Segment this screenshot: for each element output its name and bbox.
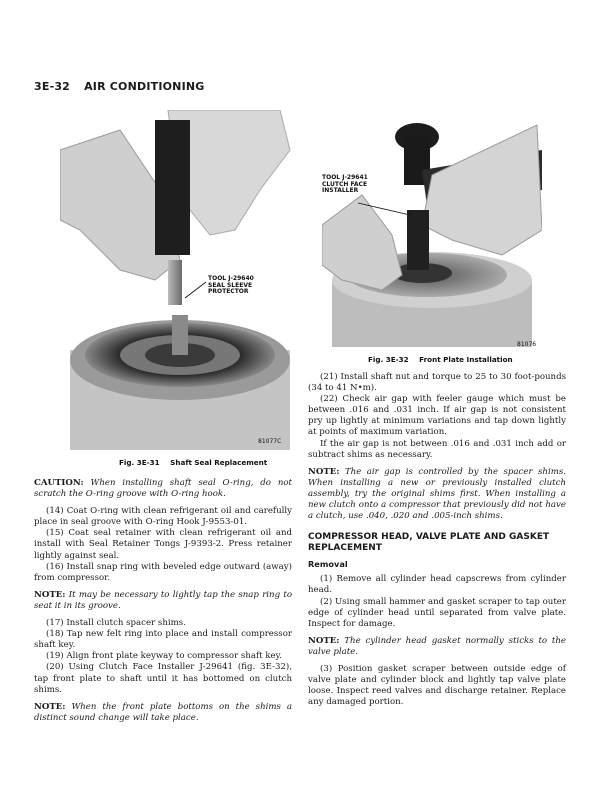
note-text: When the front plate bottoms on the shims a distinct sound change will take place.	[34, 701, 292, 723]
step-14: (14) Coat O-ring with clean refrigerant oil and carefully place in seal groove with O-ring Hook J-9553-01.	[34, 506, 292, 528]
note-text: The cylinder head gasket normally sticks to the valve plate.	[308, 635, 566, 657]
fig32-caption-number: Fig. 3E-32	[368, 355, 409, 364]
right-column-text	[308, 372, 566, 708]
caution-label: CAUTION:	[34, 478, 84, 488]
page-header	[34, 80, 205, 93]
fig31-caption-number: Fig. 3E-31	[119, 458, 160, 467]
caution-text: When installing shaft seal O-ring, do not scratch the O-ring groove with O-ring hook.	[34, 478, 293, 500]
removal-step-1: (1) Remove all cylinder head capscrews from cylinder head.	[308, 574, 566, 596]
fig31-image-code: 81077C	[258, 438, 282, 445]
section-title: AIR CONDITIONING	[84, 80, 205, 93]
section-heading: COMPRESSOR HEAD, VALVE PLATE AND GASKET REPLACEMENT	[308, 532, 550, 553]
subheading-removal: Removal	[308, 559, 348, 570]
step-18: (18) Tap new felt ring into place and install compressor shaft key.	[34, 629, 292, 651]
step-17: (17) Install clutch spacer shims.	[46, 618, 186, 629]
fig32-image-code: 81076	[517, 341, 537, 347]
step-20: (20) Using Clutch Face Installer J-29641 (fig. 3E-32), tap front plate to shaft until it has bottomed on clutch shims.	[34, 662, 292, 695]
note-gasket	[308, 636, 566, 658]
fig31-caption	[119, 458, 267, 467]
front-plate-illustration	[322, 115, 542, 347]
shaft-seal-illustration	[60, 110, 300, 450]
step-15: (15) Coat seal retainer with clean refrigerant oil and install with Seal Retainer Tongs J-9393-2. Press retainer lightly against seal.	[34, 528, 292, 561]
note-text: It may be necessary to lightly tap the snap ring to seat it in its groove.	[34, 589, 292, 611]
clutch-face-tool-callout: TOOL J-29641 CLUTCH FACE INSTALLER	[322, 174, 368, 194]
seal-sleeve-tool-callout: TOOL J-29640 SEAL SLEEVE PROTECTOR	[208, 275, 254, 295]
left-column-text	[34, 472, 292, 730]
note-label: NOTE:	[308, 466, 340, 477]
figure-shaft-seal-replacement	[60, 110, 300, 450]
note-text: The air gap is controlled by the spacer shims. When installing a new or previously installed clutch assembly, try the original shims first. When installing a new clutch onto a compressor that previously did not have a clutch, use .040, .020 and .005-inch shims.	[308, 466, 566, 522]
step-21: (21) Install shaft nut and torque to 25 to 30 foot-pounds (34 to 41 N•m).	[308, 372, 566, 394]
removal-step-2: (2) Using small hammer and gasket scraper to tap outer edge of cylinder head until separated from valve plate. Inspect for damage.	[308, 596, 566, 629]
removal-step-3: (3) Position gasket scraper between outside edge of valve plate and cylinder block and lightly tap valve plate loose. Inspect reed valves and discharge retainer. Replace any damaged portion.	[308, 663, 566, 708]
step-22: (22) Check air gap with feeler gauge which must be between .016 and .031 inch. If air gap is not consistent pry up lightly at minimum variations and tap down lightly at points of maximum variation.	[308, 394, 566, 438]
note-label: NOTE:	[308, 635, 340, 646]
note-air-gap	[308, 467, 566, 522]
figure-front-plate-installation	[322, 115, 542, 347]
fig32-caption-title: Front Plate Installation	[419, 355, 513, 364]
note-snap-ring	[34, 590, 292, 612]
fig31-caption-title: Shaft Seal Replacement	[170, 458, 268, 467]
fig32-caption	[368, 355, 513, 364]
step-19: (19) Align front plate keyway to compressor shaft key.	[46, 651, 283, 662]
caution-note	[34, 478, 292, 500]
page-number: 3E-32	[34, 80, 71, 93]
note-label: NOTE:	[34, 701, 66, 712]
step-22-shims: If the air gap is not between .016 and .031 inch add or subtract shims as necessary.	[308, 438, 566, 460]
step-16: (16) Install snap ring with beveled edge outward (away) from compressor.	[34, 561, 292, 583]
note-label: NOTE:	[34, 589, 66, 600]
note-front-plate	[34, 702, 292, 724]
